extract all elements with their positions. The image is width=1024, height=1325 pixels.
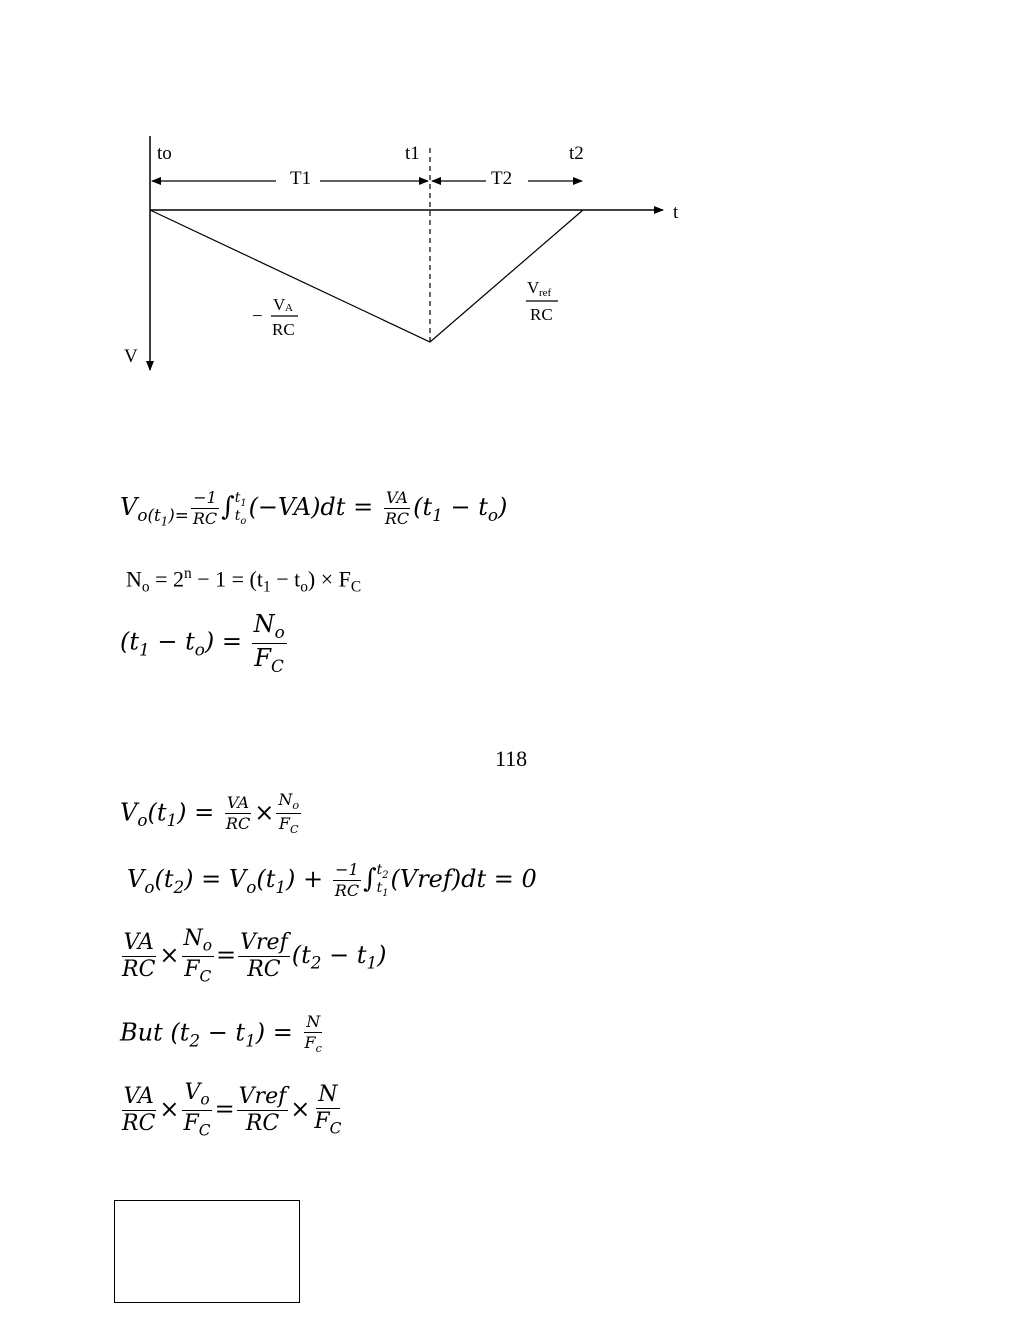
label-t1: t1 — [405, 143, 420, 164]
equation-t1-minus-t0: $(t_1 - t_o)$ = $\frac{N_o}{F_C}$ — [120, 610, 285, 676]
equation-balance: $\frac{VA}{RC}$ × $\frac{N_o}{F_C}$ = $\frac{\text{Vref}}{RC}$ $(t_2 - t_1)$ — [122, 926, 387, 986]
label-t2: t2 — [569, 143, 584, 164]
dual-slope-integration-diagram — [0, 0, 1024, 420]
equation-but-t2-minus-t1: But $(t_2 - t_1)$ = $\frac{N}{F_c}$ — [120, 1012, 322, 1056]
equation-no-count: $N_o = 2^n - 1 = (t_1 - t_o) \times F_C$ — [126, 565, 362, 596]
slope-down-num: V — [273, 295, 286, 314]
equation-vo-t1-product: $V_o(t_1)$ = $\frac{VA}{RC}$ × $\frac{N_o}{F_C}$ — [120, 790, 300, 837]
equation-final-ratio: $\frac{VA}{RC}$ × $\frac{V_o}{F_C}$ = $\frac{\text{Vref}}{RC}$ × $\frac{N}{F_C}$ — [122, 1080, 342, 1140]
equation-vo-t1-integral: $V_{o(t_1)=}$ $\frac{-1}{RC}$ ∫ $t_1$ $t_o$ (−VA)dt = $\frac{VA}{RC}$ $(t_1 - t_o)$ — [120, 488, 508, 529]
label-t-axis: t — [673, 202, 679, 223]
slope-down-minus: − — [252, 306, 263, 327]
slope-down-num-sub: A — [285, 302, 293, 314]
label-v-axis: V — [124, 346, 138, 367]
label-T1: T1 — [290, 168, 312, 189]
page-number: 118 — [495, 746, 528, 771]
slope-up-den: RC — [530, 305, 553, 324]
empty-frame — [114, 1200, 300, 1303]
label-T2: T2 — [491, 168, 513, 189]
slope-up-num: V — [527, 278, 540, 297]
integrator-ramp — [150, 210, 583, 342]
equation-vo-t2: $V_o(t_2) = V_o(t_1)$ + $\frac{-1}{RC}$ ∫ $t_2$ $t_1$ (Vref)dt = 0 — [127, 860, 537, 900]
label-t0: to — [157, 143, 172, 164]
slope-down-den: RC — [272, 320, 295, 339]
slope-up-num-sub: ref — [539, 287, 552, 299]
